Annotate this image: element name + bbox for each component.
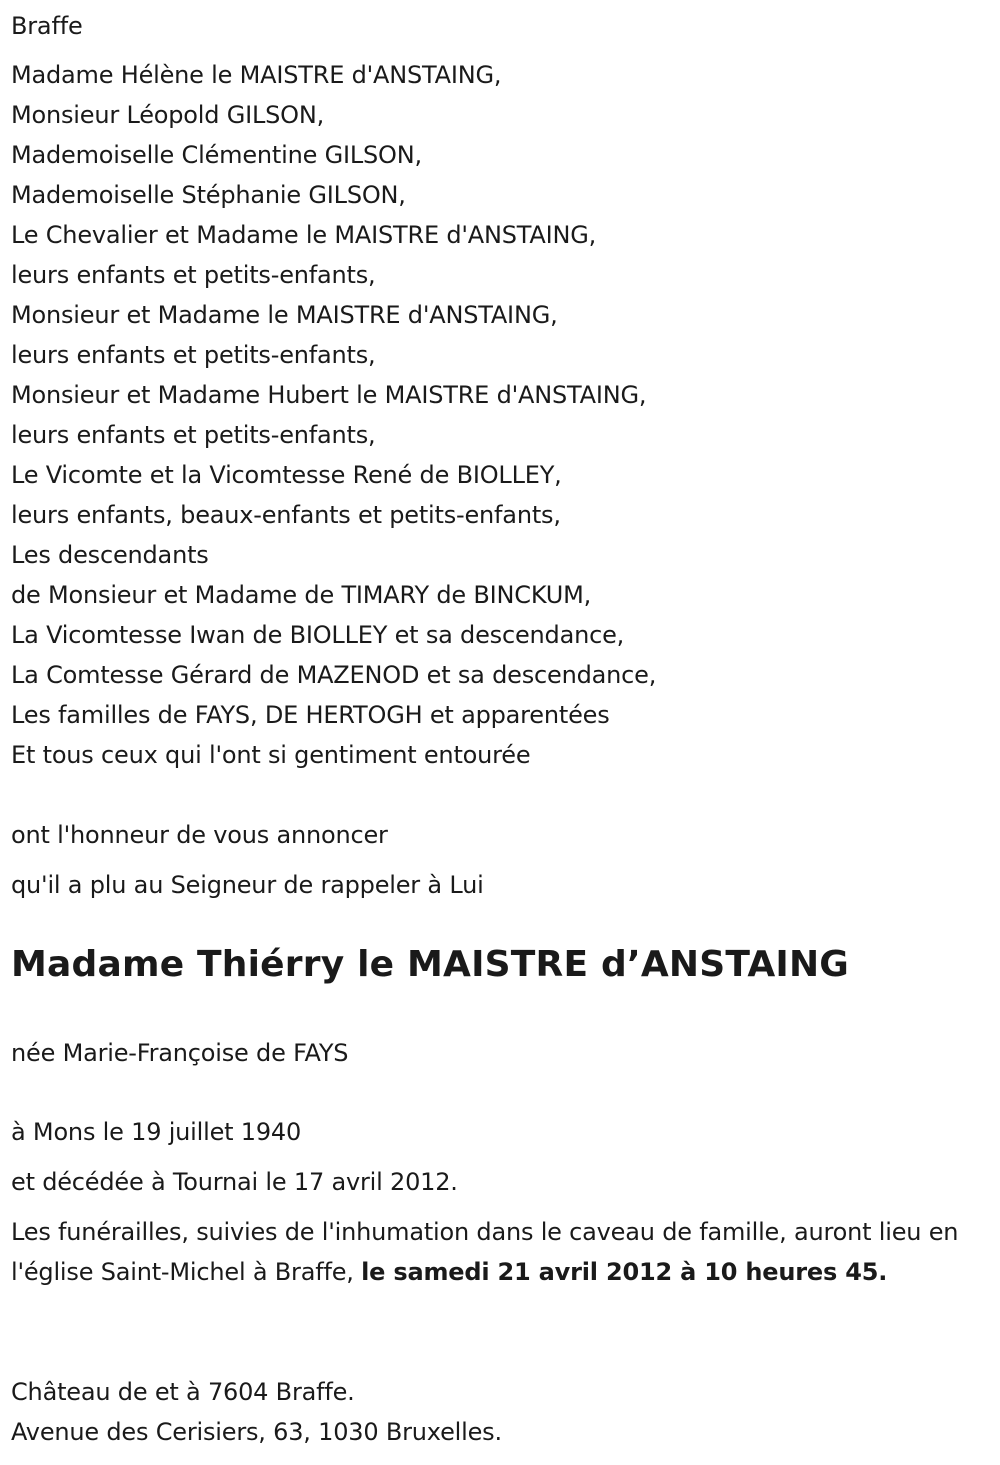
- family-line: Et tous ceux qui l'ont si gentiment entourée: [11, 741, 531, 769]
- family-line: Madame Hélène le MAISTRE d'ANSTAING,: [11, 61, 502, 89]
- family-line: de Monsieur et Madame de TIMARY de BINCKUM,: [11, 581, 592, 609]
- family-line: La Comtesse Gérard de MAZENOD et sa descendance,: [11, 661, 657, 689]
- announcement-line: qu'il a plu au Seigneur de rappeler à Lui: [11, 871, 484, 899]
- place-heading: Braffe: [11, 12, 83, 40]
- deceased-name: Madame Thiérry le MAISTRE d’ANSTAING: [11, 944, 850, 985]
- family-line: leurs enfants, beaux-enfants et petits-enfants,: [11, 501, 561, 529]
- announcement: [11, 815, 484, 905]
- death-date-line: et décédée à Tournai le 17 avril 2012.: [11, 1168, 458, 1196]
- birth-name: née Marie-Françoise de FAYS: [11, 1039, 349, 1067]
- family-line: La Vicomtesse Iwan de BIOLLEY et sa descendance,: [11, 621, 625, 649]
- family-line: leurs enfants et petits-enfants,: [11, 341, 376, 369]
- funeral-details: [11, 1212, 991, 1292]
- family-line: Le Vicomte et la Vicomtesse René de BIOLLEY,: [11, 461, 562, 489]
- family-line: Monsieur et Madame Hubert le MAISTRE d'ANSTAING,: [11, 381, 647, 409]
- family-list: [11, 55, 656, 775]
- address-line: Château de et à 7604 Braffe.: [11, 1378, 355, 1406]
- address-line: Avenue des Cerisiers, 63, 1030 Bruxelles.: [11, 1418, 502, 1446]
- funeral-datetime: le samedi 21 avril 2012 à 10 heures 45.: [361, 1258, 888, 1286]
- family-line: Les familles de FAYS, DE HERTOGH et apparentées: [11, 701, 610, 729]
- family-line: Monsieur et Madame le MAISTRE d'ANSTAING,: [11, 301, 558, 329]
- funeral-text: Les funérailles, suivies de l'inhumation dans le caveau de famille, auront lieu en l'église Saint-Michel à Braffe,: [11, 1218, 959, 1286]
- birth-date-line: à Mons le 19 juillet 1940: [11, 1118, 302, 1146]
- family-line: leurs enfants et petits-enfants,: [11, 261, 376, 289]
- family-line: Mademoiselle Clémentine GILSON,: [11, 141, 422, 169]
- family-line: Les descendants: [11, 541, 209, 569]
- family-line: Mademoiselle Stéphanie GILSON,: [11, 181, 406, 209]
- family-line: Monsieur Léopold GILSON,: [11, 101, 325, 129]
- life-dates: [11, 1112, 458, 1202]
- addresses: [11, 1372, 502, 1452]
- family-line: Le Chevalier et Madame le MAISTRE d'ANSTAING,: [11, 221, 597, 249]
- announcement-line: ont l'honneur de vous annoncer: [11, 821, 388, 849]
- family-line: leurs enfants et petits-enfants,: [11, 421, 376, 449]
